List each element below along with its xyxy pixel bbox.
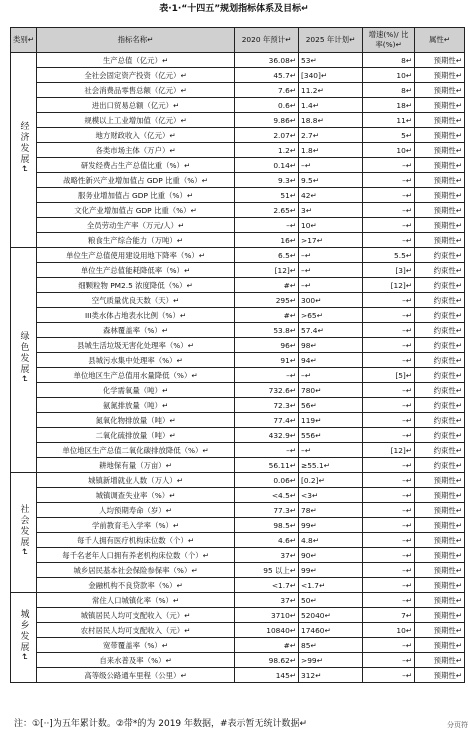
indicator-name: 空气质量优良天数（天）↵ (37, 293, 235, 308)
growth-rate: –↵ (363, 203, 415, 218)
growth-rate: 10↵ (363, 143, 415, 158)
indicator-name: 生产总值（亿元）↵ (37, 53, 235, 68)
attribute: 预期性↵ (415, 203, 465, 218)
attribute: 预期性↵ (415, 113, 465, 128)
indicator-name: 城乡居民基本社会保险参保率（%）↵ (37, 563, 235, 578)
attribute: 约束性↵ (415, 353, 465, 368)
indicator-name: 常住人口城镇化率（%）↵ (37, 593, 235, 608)
table-row (11, 638, 465, 653)
indicator-name: 城镇新增就业人数（万人）↵ (37, 473, 235, 488)
value-2025: –↵ (299, 158, 363, 173)
value-2020: 96↵ (235, 338, 299, 353)
value-2020: 2.07↵ (235, 128, 299, 143)
value-2020: 0.6↵ (235, 98, 299, 113)
attribute: 约束性↵ (415, 458, 465, 473)
value-2020: 16↵ (235, 233, 299, 248)
value-2020: [12]↵ (235, 263, 299, 278)
indicator-name: 单位生产总值能耗降低率（%）↵ (37, 263, 235, 278)
growth-rate: –↵ (363, 188, 415, 203)
indicator-name: 学前教育毛入学率（%）↵ (37, 518, 235, 533)
growth-rate: –↵ (363, 503, 415, 518)
attribute: 预期性↵ (415, 623, 465, 638)
indicator-name: 规模以上工业增加值（亿元）↵ (37, 113, 235, 128)
growth-rate: –↵ (363, 233, 415, 248)
table-row (11, 278, 465, 293)
growth-rate: –↵ (363, 548, 415, 563)
value-2020: 98.62↵ (235, 653, 299, 668)
value-2020: 10840↵ (235, 623, 299, 638)
value-2025: 556↵ (299, 428, 363, 443)
value-2025: 42↵ (299, 188, 363, 203)
indicator-name: 县城污水集中处理率（%）↵ (37, 353, 235, 368)
header-indicator: 指标名称↵ (37, 28, 235, 53)
attribute: 预期性↵ (415, 533, 465, 548)
value-2025: >17↵ (299, 233, 363, 248)
growth-rate: –↵ (363, 638, 415, 653)
table-row (11, 203, 465, 218)
table-row (11, 413, 465, 428)
value-2025: 18.8↵ (299, 113, 363, 128)
attribute: 预期性↵ (415, 143, 465, 158)
table-row (11, 53, 465, 68)
value-2025: 9.5↵ (299, 173, 363, 188)
indicator-name: 自来水普及率（%）↵ (37, 653, 235, 668)
growth-rate: –↵ (363, 593, 415, 608)
growth-rate: –↵ (363, 353, 415, 368)
value-2020: <4.5↵ (235, 488, 299, 503)
value-2025: >65↵ (299, 308, 363, 323)
table-row (11, 248, 465, 263)
growth-rate: –↵ (363, 668, 415, 683)
value-2020: 77.4↵ (235, 413, 299, 428)
table-row (11, 518, 465, 533)
indicator-name: 农村居民人均可支配收入（元）↵ (37, 623, 235, 638)
indicator-name: 每千人拥有医疗机构床位数（个）↵ (37, 533, 235, 548)
table-row (11, 428, 465, 443)
growth-rate: –↵ (363, 653, 415, 668)
indicator-name: 二氧化硫排放量（吨）↵ (37, 428, 235, 443)
value-2025: 11.2↵ (299, 83, 363, 98)
indicator-name: 全员劳动生产率（万元/人）↵ (37, 218, 235, 233)
attribute: 预期性↵ (415, 98, 465, 113)
indicator-name: 氮氧化物排放量（吨）↵ (37, 413, 235, 428)
growth-rate: –↵ (363, 173, 415, 188)
value-2020: 9.3↵ (235, 173, 299, 188)
growth-rate: –↵ (363, 218, 415, 233)
value-2025: [340]↵ (299, 68, 363, 83)
attribute: 预期性↵ (415, 53, 465, 68)
value-2025: 94↵ (299, 353, 363, 368)
value-2025: 300↵ (299, 293, 363, 308)
attribute: 预期性↵ (415, 218, 465, 233)
growth-rate: [3]↵ (363, 263, 415, 278)
indicator-name: 城镇调查失业率（%）↵ (37, 488, 235, 503)
growth-rate: –↵ (363, 473, 415, 488)
value-2020: 9.86↵ (235, 113, 299, 128)
attribute: 约束性↵ (415, 413, 465, 428)
indicator-name: 金融机构不良贷款率（%）↵ (37, 578, 235, 593)
attribute: 预期性↵ (415, 188, 465, 203)
attribute: 约束性↵ (415, 308, 465, 323)
growth-rate: –↵ (363, 383, 415, 398)
table-row (11, 563, 465, 578)
indicator-name: 人均预期寿命（岁）↵ (37, 503, 235, 518)
attribute: 约束性↵ (415, 428, 465, 443)
value-2020: 432.9↵ (235, 428, 299, 443)
attribute: 预期性↵ (415, 233, 465, 248)
indicator-name: 单位地区生产总值用水量降低（%）↵ (37, 368, 235, 383)
table-row (11, 68, 465, 83)
attribute: 预期性↵ (415, 473, 465, 488)
growth-rate: 8↵ (363, 53, 415, 68)
attribute: 预期性↵ (415, 518, 465, 533)
table-row (11, 98, 465, 113)
value-2025: 56↵ (299, 398, 363, 413)
category-cell (11, 473, 37, 593)
table-row (11, 443, 465, 458)
value-2020: 295↵ (235, 293, 299, 308)
growth-rate: [12]↵ (363, 278, 415, 293)
growth-rate: –↵ (363, 293, 415, 308)
attribute: 预期性↵ (415, 593, 465, 608)
growth-rate: 10↵ (363, 68, 415, 83)
category-cell (11, 593, 37, 683)
growth-rate: –↵ (363, 428, 415, 443)
value-2025: 78↵ (299, 503, 363, 518)
header-rate: 增速(%)/ 比率(%)↵ (363, 28, 415, 53)
value-2025: 2.7↵ (299, 128, 363, 143)
value-2025: 312↵ (299, 668, 363, 683)
category-cell (11, 53, 37, 248)
table-row (11, 368, 465, 383)
attribute: 约束性↵ (415, 323, 465, 338)
table-row (11, 218, 465, 233)
growth-rate: –↵ (363, 413, 415, 428)
value-2020: 1.2↵ (235, 143, 299, 158)
indicator-name: 化学需氧量（吨）↵ (37, 383, 235, 398)
value-2020: 36.08↵ (235, 53, 299, 68)
value-2020: 7.6↵ (235, 83, 299, 98)
header-row (11, 28, 465, 53)
value-2025: 1.8↵ (299, 143, 363, 158)
header-category: 类别↵ (11, 28, 37, 53)
value-2020: 2.65↵ (235, 203, 299, 218)
attribute: 约束性↵ (415, 338, 465, 353)
value-2025: >99↵ (299, 653, 363, 668)
value-2020: 56.11↵ (235, 458, 299, 473)
attribute: 预期性↵ (415, 503, 465, 518)
growth-rate: 18↵ (363, 98, 415, 113)
attribute: 预期性↵ (415, 668, 465, 683)
table-row (11, 533, 465, 548)
value-2025: 57.4↵ (299, 323, 363, 338)
attribute: 约束性↵ (415, 383, 465, 398)
value-2020: #↵ (235, 308, 299, 323)
value-2020: 37↵ (235, 593, 299, 608)
value-2020: –↵ (235, 218, 299, 233)
value-2025: –↵ (299, 263, 363, 278)
table-row (11, 473, 465, 488)
value-2025: –↵ (299, 278, 363, 293)
value-2025: –↵ (299, 368, 363, 383)
table-row (11, 83, 465, 98)
table-row (11, 653, 465, 668)
table-row (11, 188, 465, 203)
value-2020: 37↵ (235, 548, 299, 563)
attribute: 预期性↵ (415, 173, 465, 188)
value-2020: 0.06↵ (235, 473, 299, 488)
attribute: 约束性↵ (415, 443, 465, 458)
value-2020: 732.6↵ (235, 383, 299, 398)
value-2020: 72.3↵ (235, 398, 299, 413)
value-2025: 99↵ (299, 563, 363, 578)
table-row (11, 488, 465, 503)
value-2025: <1.7↵ (299, 578, 363, 593)
value-2020: 3710↵ (235, 608, 299, 623)
category-cell (11, 248, 37, 473)
growth-rate: –↵ (363, 338, 415, 353)
table-row (11, 398, 465, 413)
attribute: 约束性↵ (415, 248, 465, 263)
table-row (11, 623, 465, 638)
value-2020: 6.5↵ (235, 248, 299, 263)
indicator-name: 森林覆盖率（%）↵ (37, 323, 235, 338)
attribute: 预期性↵ (415, 578, 465, 593)
value-2020: 53.8↵ (235, 323, 299, 338)
growth-rate: –↵ (363, 158, 415, 173)
growth-rate: –↵ (363, 533, 415, 548)
growth-rate: 8↵ (363, 83, 415, 98)
attribute: 预期性↵ (415, 488, 465, 503)
indicator-name: 全社会固定资产投资（亿元）↵ (37, 68, 235, 83)
growth-rate: –↵ (363, 563, 415, 578)
value-2025: 52040↵ (299, 608, 363, 623)
table-row (11, 173, 465, 188)
growth-rate: –↵ (363, 398, 415, 413)
growth-rate: 11↵ (363, 113, 415, 128)
value-2025: [0.2]↵ (299, 473, 363, 488)
indicator-name: 耕地保有量（万亩）↵ (37, 458, 235, 473)
growth-rate: 5.5↵ (363, 248, 415, 263)
value-2020: 77.3↵ (235, 503, 299, 518)
table-row (11, 578, 465, 593)
attribute: 预期性↵ (415, 608, 465, 623)
indicator-name: 文化产业增加值占 GDP 比重（%）↵ (37, 203, 235, 218)
value-2020: 95 以上↵ (235, 563, 299, 578)
indicator-name: 高等级公路通车里程（公里）↵ (37, 668, 235, 683)
value-2025: 1.4↵ (299, 98, 363, 113)
growth-rate: –↵ (363, 458, 415, 473)
indicator-name: 县城生活垃圾无害化处理率（%）↵ (37, 338, 235, 353)
indicator-name: 氨氮排放量（吨）↵ (37, 398, 235, 413)
value-2025: 119↵ (299, 413, 363, 428)
table-row (11, 548, 465, 563)
category-label: 经济发展↵ (18, 121, 29, 175)
growth-rate: –↵ (363, 578, 415, 593)
attribute: 约束性↵ (415, 263, 465, 278)
value-2025: 85↵ (299, 638, 363, 653)
growth-rate: –↵ (363, 488, 415, 503)
value-2025: 17460↵ (299, 623, 363, 638)
header-attribute: 属性↵ (415, 28, 465, 53)
attribute: 预期性↵ (415, 83, 465, 98)
value-2025: 50↵ (299, 593, 363, 608)
header-2020: 2020 年预计↵ (235, 28, 299, 53)
attribute: 约束性↵ (415, 278, 465, 293)
growth-rate: –↵ (363, 518, 415, 533)
value-2020: #↵ (235, 638, 299, 653)
growth-rate: –↵ (363, 308, 415, 323)
value-2025: 10↵ (299, 218, 363, 233)
indicator-name: 粮食生产综合能力（万吨）↵ (37, 233, 235, 248)
table-row (11, 128, 465, 143)
attribute: 约束性↵ (415, 293, 465, 308)
indicator-name: III类水体占地表水比例（%）↵ (37, 308, 235, 323)
category-label: 绿色发展↵ (18, 331, 29, 385)
attribute: 预期性↵ (415, 68, 465, 83)
table-row (11, 668, 465, 683)
indicator-name: 研发经费占生产总值比重（%）↵ (37, 158, 235, 173)
indicator-name: 服务业增加值占 GDP 比重（%）↵ (37, 188, 235, 203)
indicator-name: 单位生产总值使用建设用地下降率（%）↵ (37, 248, 235, 263)
value-2020: #↵ (235, 278, 299, 293)
table-footnote: 注：①[··]为五年累计数。②带*的为 2019 年数据，#表示暂无统计数据↵ (14, 719, 308, 729)
indicator-name: 细颗粒物 PM2.5 浓度降低（%）↵ (37, 278, 235, 293)
value-2025: 3↵ (299, 203, 363, 218)
table-row (11, 458, 465, 473)
value-2025: <3↵ (299, 488, 363, 503)
growth-rate: 5↵ (363, 128, 415, 143)
table-row (11, 383, 465, 398)
value-2025: 98↵ (299, 338, 363, 353)
indicator-name: 进出口贸易总额（亿元）↵ (37, 98, 235, 113)
table-row (11, 143, 465, 158)
table-row (11, 503, 465, 518)
category-label: 社会发展↵ (18, 503, 29, 558)
growth-rate: [5]↵ (363, 368, 415, 383)
page-break-marker: 分页符 (447, 721, 468, 729)
growth-rate: [12]↵ (363, 443, 415, 458)
value-2020: <1.7↵ (235, 578, 299, 593)
indicator-table (10, 27, 465, 683)
value-2025: 780↵ (299, 383, 363, 398)
attribute: 约束性↵ (415, 368, 465, 383)
attribute: 预期性↵ (415, 158, 465, 173)
header-2025: 2025 年计划↵ (299, 28, 363, 53)
value-2020: 91↵ (235, 353, 299, 368)
indicator-name: 地方财政收入（亿元）↵ (37, 128, 235, 143)
value-2025: 53↵ (299, 53, 363, 68)
value-2025: 90↵ (299, 548, 363, 563)
indicator-name: 各类市场主体（万户）↵ (37, 143, 235, 158)
indicator-name: 宽带覆盖率（%）↵ (37, 638, 235, 653)
indicator-name: 战略性新兴产业增加值占 GDP 比重（%）↵ (37, 173, 235, 188)
attribute: 预期性↵ (415, 638, 465, 653)
table-row (11, 293, 465, 308)
attribute: 预期性↵ (415, 128, 465, 143)
indicator-name: 社会消费品零售总额（亿元）↵ (37, 83, 235, 98)
value-2020: 45.7↵ (235, 68, 299, 83)
table-row (11, 338, 465, 353)
value-2025: –↵ (299, 443, 363, 458)
attribute: 预期性↵ (415, 548, 465, 563)
indicator-name: 城镇居民人均可支配收入（元）↵ (37, 608, 235, 623)
table-row (11, 353, 465, 368)
table-row (11, 158, 465, 173)
table-row (11, 233, 465, 248)
growth-rate: 7↵ (363, 608, 415, 623)
value-2025: –↵ (299, 248, 363, 263)
value-2020: 145↵ (235, 668, 299, 683)
attribute: 约束性↵ (415, 398, 465, 413)
value-2020: 51↵ (235, 188, 299, 203)
attribute: 预期性↵ (415, 653, 465, 668)
table-row (11, 263, 465, 278)
indicator-name: 单位地区生产总值二氧化碳排放降低（%）↵ (37, 443, 235, 458)
value-2020: 4.6↵ (235, 533, 299, 548)
value-2020: 0.14↵ (235, 158, 299, 173)
table-body (11, 53, 465, 683)
table-row (11, 323, 465, 338)
table-row (11, 308, 465, 323)
attribute: 预期性↵ (415, 563, 465, 578)
category-label: 城乡发展↵ (18, 608, 29, 663)
value-2020: –↵ (235, 368, 299, 383)
growth-rate: –↵ (363, 323, 415, 338)
value-2025: 99↵ (299, 518, 363, 533)
growth-rate: 10↵ (363, 623, 415, 638)
value-2020: 98.5↵ (235, 518, 299, 533)
table-row (11, 608, 465, 623)
value-2025: 4.8↵ (299, 533, 363, 548)
table-row (11, 113, 465, 128)
value-2025: ≥55.1↵ (299, 458, 363, 473)
indicator-name: 每千名老年人口拥有养老机构床位数（个）↵ (37, 548, 235, 563)
value-2020: –↵ (235, 443, 299, 458)
table-title: 表·1·“十四五”规划指标体系及目标↵ (159, 4, 309, 14)
table-row (11, 593, 465, 608)
